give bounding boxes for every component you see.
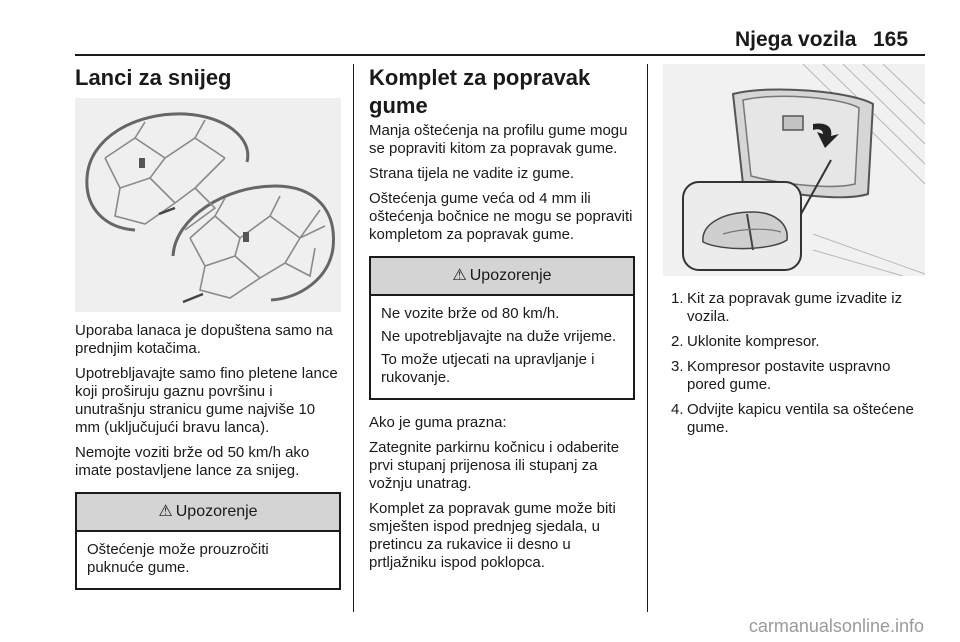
- repair-steps-list: [663, 290, 925, 437]
- list-item: [663, 333, 925, 351]
- step-number: 3.: [671, 358, 684, 375]
- warning-title: Upozorenje: [175, 503, 258, 520]
- parking-brake-paragraph: Zategnite parkirnu kočnicu i odaberite prvi stupanj prijenosa ili stupanj za vožnju unatrag.: [369, 439, 620, 492]
- warning-line: To može utjecati na upravljanje i rukovanje.: [381, 351, 595, 386]
- left-column: [75, 64, 341, 604]
- warning-header: [77, 494, 339, 532]
- warning-line: Ne vozite brže od 80 km/h.: [381, 305, 560, 322]
- snow-chains-paragraph-1: Uporaba lanaca je dopuštena samo na prednjim kotačima.: [75, 322, 333, 357]
- warning-title: Upozorenje: [469, 267, 552, 284]
- list-item: [663, 358, 925, 394]
- warning-triangle-icon: ⚠: [452, 267, 467, 284]
- warning-body: [77, 532, 339, 588]
- page-number: 165: [873, 28, 909, 51]
- repair-kit-heading: Komplet za popravak gume: [369, 65, 591, 118]
- warning-header: [371, 258, 633, 296]
- step-number: 4.: [671, 401, 684, 418]
- snow-chains-illustration: [75, 98, 341, 312]
- warning-line: Oštećenje može prouzročiti puknuće gume.: [87, 541, 269, 576]
- column-divider-2: [647, 64, 648, 612]
- flat-tyre-intro: Ako je guma prazna:: [369, 414, 507, 431]
- list-item: [663, 401, 925, 437]
- right-column: [663, 64, 925, 444]
- step-text: Uklonite kompresor.: [687, 333, 820, 350]
- warning-box-snow-chains: [75, 492, 341, 590]
- header-rule: [75, 54, 925, 56]
- snow-chains-paragraph-3: Nemojte voziti brže od 50 km/h ako imate postavljene lance za snijeg.: [75, 444, 310, 479]
- warning-body: [371, 296, 633, 398]
- repair-kit-paragraph-2: Strana tijela ne vadite iz gume.: [369, 165, 575, 182]
- step-text: Kompresor postavite uspravno pored gume.: [687, 358, 891, 393]
- snow-chains-heading: Lanci za snijeg: [75, 65, 232, 90]
- middle-column: [369, 64, 635, 579]
- snow-chains-paragraph-2: Upotrebljavajte samo fino pletene lance koji proširuju gaznu površinu i unutrašnju stranicu gume najviše 10 mm (uključujući bravu lanca).: [75, 365, 338, 436]
- warning-box-repair-kit: [369, 256, 635, 400]
- column-divider-1: [353, 64, 354, 612]
- kit-location-paragraph: Komplet za popravak gume može biti smješten ispod prednjeg sjedala, u pretincu za rukavice ii desno u prtljažniku ispod poklopca.: [369, 500, 616, 571]
- warning-line: Ne upotrebljavajte na duže vrijeme.: [381, 328, 617, 345]
- running-header-section: Njega vozila: [735, 28, 857, 51]
- repair-kit-paragraph-3: Oštećenja gume veća od 4 mm ili oštećenja bočnice ne mogu se popraviti kompletom za popravak gume.: [369, 190, 633, 243]
- step-text: Odvijte kapicu ventila sa oštećene gume.: [687, 401, 914, 436]
- repair-kit-paragraph-1: Manja oštećenja na profilu gume mogu se popraviti kitom za popravak gume.: [369, 122, 628, 157]
- list-item: [663, 290, 925, 326]
- step-number: 1.: [671, 290, 684, 307]
- step-text: Kit za popravak gume izvadite iz vozila.: [687, 290, 903, 325]
- watermark: carmanualsonline.info: [748, 616, 924, 636]
- warning-triangle-icon: ⚠: [158, 503, 173, 520]
- repair-kit-location-illustration: [663, 64, 925, 276]
- step-number: 2.: [671, 333, 684, 350]
